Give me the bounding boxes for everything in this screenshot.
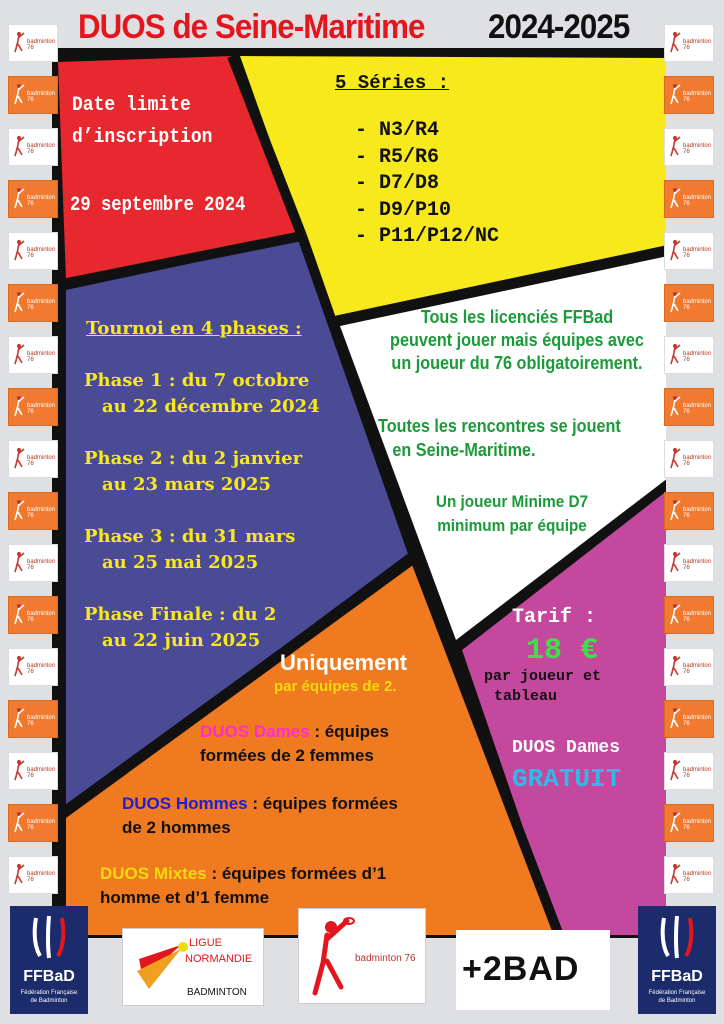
teams-heading: Uniquement <box>280 650 408 675</box>
duos-hommes-name: DUOS Hommes <box>122 794 248 813</box>
phases-list <box>84 368 320 680</box>
side-logo-text: badminton 76 <box>27 403 56 415</box>
side-logo-text: badminton 76 <box>683 559 712 571</box>
badminton-player-icon <box>669 31 681 53</box>
badminton76-side-logo <box>8 544 58 582</box>
ffbad-name: FFBaD <box>23 968 75 985</box>
badminton76-side-logo <box>664 24 714 62</box>
ffbad-name: FFBaD <box>651 968 703 985</box>
badminton-player-icon <box>669 83 681 105</box>
ffbad-feather-icon <box>658 914 696 960</box>
shuttlecock-icon <box>129 939 189 995</box>
ffbad-sub: de Badminton <box>658 998 696 1004</box>
side-logo-text: badminton 76 <box>27 455 56 467</box>
phase-item <box>84 446 320 524</box>
phase-item <box>84 524 320 602</box>
phase-line: Phase 2 : du 2 janvier <box>84 448 303 469</box>
phase-line: au 25 mai 2025 <box>102 552 259 573</box>
badminton-player-icon <box>669 707 681 729</box>
badminton-player-icon <box>669 811 681 833</box>
badminton76-side-logo <box>8 128 58 166</box>
ffbad-logo-right <box>638 906 716 1014</box>
rules-line: peuvent jouer mais équipes avec <box>390 330 644 350</box>
badminton-player-icon <box>13 863 25 885</box>
badminton-player-icon <box>13 343 25 365</box>
ffbad-sub: Fédération Française <box>20 990 78 996</box>
badminton76-side-logo <box>664 76 714 114</box>
deadline-label-1: Date limite <box>72 94 191 117</box>
badminton76-side-logo <box>664 752 714 790</box>
badminton76-side-logo <box>664 804 714 842</box>
duos-hommes-line1 <box>122 794 398 814</box>
badminton-player-icon <box>13 83 25 105</box>
ffbad-feather-icon <box>30 914 68 960</box>
phase-line: au 22 décembre 2024 <box>102 396 320 417</box>
rules-block-3 <box>412 490 612 538</box>
side-logo-text: badminton 76 <box>683 195 712 207</box>
badminton76-side-logo <box>664 388 714 426</box>
badminton76-side-logo <box>8 232 58 270</box>
side-logo-text: badminton 76 <box>27 143 56 155</box>
badminton-player-icon <box>669 135 681 157</box>
badminton-player-icon <box>669 603 681 625</box>
badminton76-text: badminton 76 <box>355 953 416 964</box>
badminton-player-icon <box>13 655 25 677</box>
badminton-player-icon <box>669 187 681 209</box>
badminton-player-icon <box>13 31 25 53</box>
ffbad-logo-left <box>10 906 88 1014</box>
badminton76-side-logo <box>664 596 714 634</box>
phase-line: au 22 juin 2025 <box>102 630 261 651</box>
duos-hommes-desc: : équipes formées <box>247 794 398 813</box>
side-logo-text: badminton 76 <box>683 819 712 831</box>
badminton-player-icon <box>13 707 25 729</box>
badminton-player-icon <box>13 551 25 573</box>
duos-mixtes-name: DUOS Mixtes <box>100 864 207 883</box>
badminton-player-icon <box>669 551 681 573</box>
ligue-line3: BADMINTON <box>187 987 247 998</box>
badminton-player-icon <box>13 603 25 625</box>
side-logo-text: badminton 76 <box>27 507 56 519</box>
badminton76-side-logo <box>8 648 58 686</box>
side-logo-text: badminton 76 <box>27 351 56 363</box>
badminton76-side-logo <box>8 336 58 374</box>
side-logo-text: badminton 76 <box>683 871 712 883</box>
badminton-player-icon <box>13 291 25 313</box>
poster-season: 2024-2025 <box>488 8 630 46</box>
badminton-player-icon <box>13 759 25 781</box>
side-logo-text: badminton 76 <box>683 507 712 519</box>
badminton76-side-logo <box>8 440 58 478</box>
rules-line: un joueur du 76 obligatoirement. <box>391 353 643 373</box>
side-logo-text: badminton 76 <box>27 871 56 883</box>
badminton76-side-logo <box>8 284 58 322</box>
badminton76-side-logo <box>664 440 714 478</box>
badminton-player-icon <box>669 447 681 469</box>
phases-heading: Tournoi en 4 phases : <box>86 318 302 339</box>
tarif-price: 18 € <box>526 634 599 668</box>
plus2bad-text: +2BAD <box>462 950 580 988</box>
side-logo-text: badminton 76 <box>27 91 56 103</box>
series-list <box>355 118 499 251</box>
badminton-player-icon <box>13 447 25 469</box>
badminton-player-icon <box>669 863 681 885</box>
badminton-player-icon <box>13 395 25 417</box>
badminton-player-icon <box>13 499 25 521</box>
duos-dames-name: DUOS Dames <box>200 722 310 741</box>
poster-title: DUOS de Seine-Maritime <box>78 8 425 46</box>
badminton-player-icon <box>669 239 681 261</box>
badminton76-logo <box>298 908 426 1004</box>
badminton76-side-logo <box>8 700 58 738</box>
deadline-label-2: d’inscription <box>72 126 213 149</box>
badminton76-side-logo <box>8 752 58 790</box>
rules-line: Tous les licenciés FFBad <box>420 307 614 327</box>
badminton-player-icon <box>13 811 25 833</box>
rules-line: en Seine-Maritime. <box>392 440 536 460</box>
rules-block <box>372 306 662 375</box>
side-logo-text: badminton 76 <box>27 559 56 571</box>
badminton76-side-logo <box>8 492 58 530</box>
badminton-player-icon <box>307 917 357 997</box>
side-logo-text: badminton 76 <box>27 663 56 675</box>
series-item: - N3/R4 <box>355 119 440 142</box>
series-item: - R5/R6 <box>355 145 440 169</box>
ligue-normandie-logo <box>122 928 264 1006</box>
duos-mixtes-line2: homme et d’1 femme <box>100 888 270 907</box>
duos-hommes-line2: de 2 hommes <box>122 818 231 837</box>
side-logo-text: badminton 76 <box>683 455 712 467</box>
phase-line: Phase 1 : du 7 octobre <box>84 370 310 391</box>
side-logo-text: badminton 76 <box>683 247 712 259</box>
side-logo-text: badminton 76 <box>683 663 712 675</box>
badminton76-side-logo <box>664 700 714 738</box>
badminton76-side-logo <box>8 804 58 842</box>
ligue-line2: NORMANDIE <box>185 953 253 965</box>
series-item: - P11/P12/NC <box>355 225 500 248</box>
series-heading: 5 Séries : <box>335 72 450 94</box>
teams-subheading: par équipes de 2. <box>274 678 397 695</box>
side-logo-text: badminton 76 <box>27 767 56 779</box>
side-logo-text: badminton 76 <box>683 299 712 311</box>
rules-line: minimum par équipe <box>437 516 587 535</box>
phase-line: au 23 mars 2025 <box>102 474 272 495</box>
badminton76-side-logo <box>664 544 714 582</box>
deadline-date: 29 septembre 2024 <box>70 194 246 217</box>
badminton-player-icon <box>669 499 681 521</box>
duos-dames-desc: : équipes <box>309 722 389 741</box>
badminton76-side-logo <box>8 180 58 218</box>
dames-free-label: DUOS Dames <box>512 738 621 758</box>
badminton-player-icon <box>13 239 25 261</box>
side-logo-text: badminton 76 <box>683 351 712 363</box>
ffbad-sub: Fédération Française <box>648 990 706 996</box>
badminton76-side-logo <box>664 284 714 322</box>
duos-mixtes-desc: : équipes formées d’1 <box>206 864 387 883</box>
badminton76-side-logo <box>8 856 58 894</box>
phase-item <box>84 368 320 446</box>
badminton76-side-logo <box>664 492 714 530</box>
side-logo-text: badminton 76 <box>27 819 56 831</box>
badminton76-side-logo <box>664 180 714 218</box>
side-logo-text: badminton 76 <box>683 767 712 779</box>
side-logo-text: badminton 76 <box>683 403 712 415</box>
duos-dames-line2: formées de 2 femmes <box>200 746 374 765</box>
tarif-unit-1: par joueur et <box>484 668 602 685</box>
badminton76-side-logo <box>664 648 714 686</box>
side-logo-text: badminton 76 <box>27 715 56 727</box>
tarif-unit-2: tableau <box>494 688 558 705</box>
badminton76-side-logo <box>8 76 58 114</box>
side-logo-text: badminton 76 <box>27 247 56 259</box>
badminton-player-icon <box>669 291 681 313</box>
ffbad-sub: de Badminton <box>30 998 68 1004</box>
side-logo-text: badminton 76 <box>27 195 56 207</box>
badminton76-side-logo <box>664 128 714 166</box>
duos-mixtes-line1 <box>100 864 386 884</box>
badminton76-side-logo <box>8 388 58 426</box>
badminton-player-icon <box>13 135 25 157</box>
badminton76-side-logo <box>8 24 58 62</box>
badminton76-side-logo <box>8 596 58 634</box>
side-logo-text: badminton 76 <box>683 91 712 103</box>
duos-dames-line1 <box>200 722 389 742</box>
rules-block-2 <box>378 414 658 462</box>
side-logo-text: badminton 76 <box>683 715 712 727</box>
phase-line: Phase Finale : du 2 <box>84 604 277 625</box>
side-logo-text: badminton 76 <box>27 39 56 51</box>
side-logo-text: badminton 76 <box>683 611 712 623</box>
tarif-label: Tarif : <box>512 606 597 629</box>
phase-line: Phase 3 : du 31 mars <box>84 526 296 547</box>
badminton-player-icon <box>669 395 681 417</box>
rules-line: Un joueur Minime D7 <box>435 492 589 511</box>
side-logo-text: badminton 76 <box>683 143 712 155</box>
rules-line: Toutes les rencontres se jouent <box>378 416 621 436</box>
badminton-player-icon <box>669 759 681 781</box>
ligue-line1: LIGUE <box>189 937 223 949</box>
badminton-player-icon <box>13 187 25 209</box>
badminton76-side-logo <box>664 856 714 894</box>
series-item: - D9/P10 <box>355 198 452 222</box>
badminton76-side-logo <box>664 232 714 270</box>
side-logo-text: badminton 76 <box>27 611 56 623</box>
side-logo-text: badminton 76 <box>683 39 712 51</box>
badminton-player-icon <box>669 655 681 677</box>
series-item: - D7/D8 <box>355 172 440 195</box>
plus2bad-logo <box>456 930 610 1010</box>
badminton-player-icon <box>669 343 681 365</box>
side-logo-text: badminton 76 <box>27 299 56 311</box>
badminton76-side-logo <box>664 336 714 374</box>
dames-free-price: GRATUIT <box>512 764 622 794</box>
